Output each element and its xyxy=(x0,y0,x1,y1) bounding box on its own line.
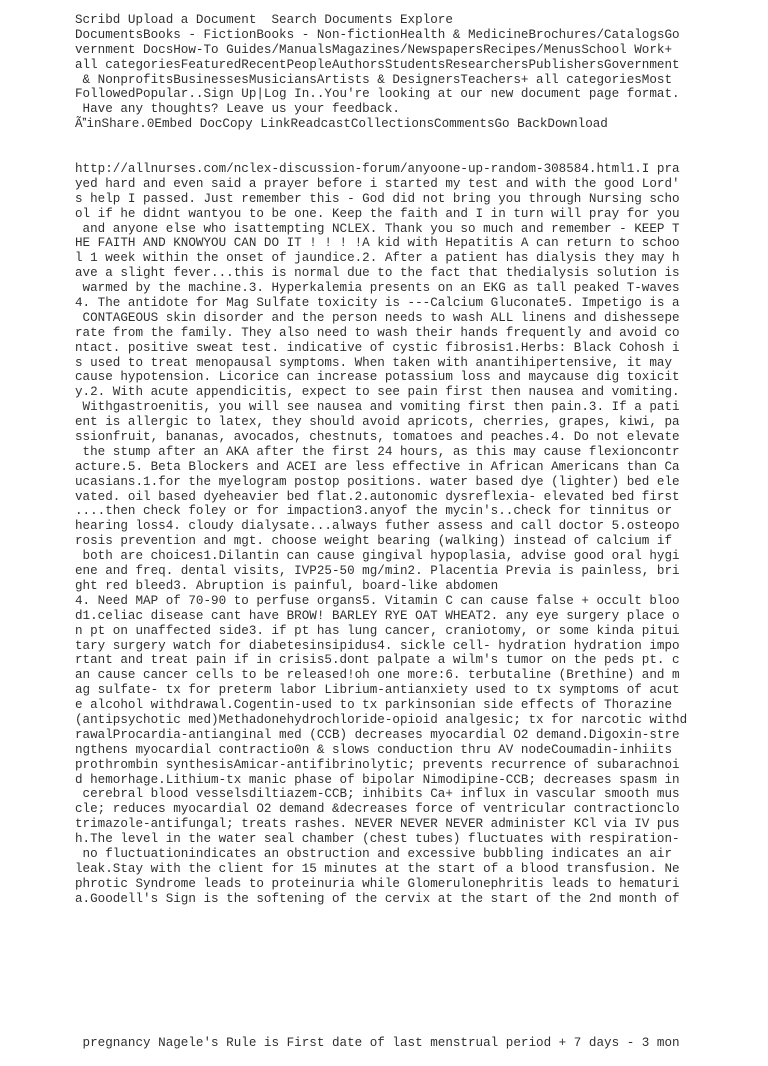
text-line: ssionfruit, bananas, avocados, chestnuts, tomatoes and peaches.4. Do not elevate xyxy=(75,430,680,445)
text-line: ngthens myocardial contractio0n & slows conduction thru AV nodeCoumadin-inhiits xyxy=(75,742,673,757)
text-line: tary surgery watch for diabetesinsipidus4. sickle cell- hydration hydration impo xyxy=(75,638,680,653)
text-line: ave a slight fever...this is normal due to the fact that thedialysis solution is xyxy=(75,266,680,281)
text-line: pregnancy Nagele's Rule is First date of last menstrual period + 7 days - 3 mon xyxy=(75,1035,680,1050)
text-line: HE FAITH AND KNOWYOU CAN DO IT ! ! ! !A kid with Hepatitis A can return to schoo xyxy=(75,236,680,251)
text-line: ene and freq. dental visits, IVP25-50 mg/min2. Placentia Previa is painless, bri xyxy=(75,564,680,579)
page-header xyxy=(75,13,755,132)
text-line: http://allnurses.com/nclex-discussion-forum/anyoone-up-random-308584.html1.I pra xyxy=(75,162,680,176)
text-line: cerebral blood vesselsdiltiazem-CCB; inhibits Ca+ influx in vascular smooth mus xyxy=(75,787,680,802)
text-line: both are choices1.Dilantin can cause gingival hypoplasia, advise good oral hygi xyxy=(75,549,680,564)
text-line: ent is allergic to latex, they should avoid apricots, cherries, grapes, kiwi, pa xyxy=(75,415,680,430)
text-line: ucasians.1.for the myelogram postop positions. water based dye (lighter) bed ele xyxy=(75,474,680,489)
text-line: no fluctuationindicates an obstruction and excessive bubbling indicates an air xyxy=(75,846,673,861)
text-line: vernment DocsHow-To Guides/ManualsMagazines/NewspapersRecipes/MenusSchool Work+ xyxy=(75,42,673,57)
text-line: (antipsychotic med)Methadonehydrochloride-opioid analgesic; tx for narcotic withd xyxy=(75,712,688,727)
text-line: yed hard and even said a prayer before i started my test and with the good Lord' xyxy=(75,176,680,191)
text-line: 4. The antidote for Mag Sulfate toxicity is ---Calcium Gluconate5. Impetigo is a xyxy=(75,296,680,311)
text-line: rosis prevention and mgt. choose weight bearing (walking) instead of calcium if xyxy=(75,534,673,549)
text-line: vated. oil based dyeheavier bed flat.2.autonomic dysreflexia- elevated bed first xyxy=(75,489,680,504)
document-body xyxy=(75,162,755,907)
text-line: and anyone else who isattempting NCLEX. Thank you so much and remember - KEEP T xyxy=(75,221,680,236)
text-line: Have any thoughts? Leave us your feedback. xyxy=(75,102,400,117)
text-line: CONTAGEOUS skin disorder and the person needs to wash ALL linens and dishessepe xyxy=(75,310,680,325)
text-line: & NonprofitsBusinessesMusiciansArtists & DesignersTeachers+ all categoriesMost xyxy=(75,72,673,87)
text-line: rtant and treat pain if in crisis5.dont palpate a wilm's tumor on the peds pt. c xyxy=(75,653,680,668)
text-line: the stump after an AKA after the first 24 hours, as this may cause flexioncontr xyxy=(75,444,680,459)
text-line: e alcohol withdrawal.Cogentin-used to tx parkinsonian side effects of Thorazine xyxy=(75,698,673,713)
document-footer-line xyxy=(75,1006,755,1066)
text-line: Withgastroenitis, you will see nausea and vomiting first then pain.3. If a pati xyxy=(75,400,680,415)
text-line: Scribd Upload a Document Search Documents Explore xyxy=(75,13,453,27)
text-line: cause hypotension. Licorice can increase potassium loss and maycause dig toxicit xyxy=(75,370,680,385)
text-line: rate from the family. They also need to wash their hands frequently and avoid co xyxy=(75,325,680,340)
text-line: hearing loss4. cloudy dialysate...always futher assess and call doctor 5.osteopo xyxy=(75,519,680,534)
text-line: a.Goodell's Sign is the softening of the cervix at the start of the 2nd month of xyxy=(75,891,680,906)
text-line: ght red bleed3. Abruption is painful, board-like abdomen xyxy=(75,578,499,593)
text-line: l 1 week within the onset of jaundice.2. After a patient has dialysis they may h xyxy=(75,251,680,266)
text-line: warmed by the machine.3. Hyperkalemia presents on an EKG as tall peaked T-waves xyxy=(75,281,680,296)
text-line: all categoriesFeaturedRecentPeopleAuthorsStudentsResearchersPublishersGovernment xyxy=(75,57,680,72)
text-line: leak.Stay with the client for 15 minutes at the start of a blood transfusion. Ne xyxy=(75,861,680,876)
text-line: acture.5. Beta Blockers and ACEI are less effective in African Americans than Ca xyxy=(75,459,680,474)
text-line: trimazole-antifungal; treats rashes. NEVER NEVER NEVER administer KCl via IV pus xyxy=(75,817,680,832)
text-line: d1.celiac disease cant have BROW! BARLEY RYE OAT WHEAT2. any eye surgery place o xyxy=(75,608,680,623)
text-line: ....then check foley or for impaction3.anyof the mycin's..check for tinnitus or xyxy=(75,504,673,519)
text-line: h.The level in the water seal chamber (chest tubes) fluctuates with respiration- xyxy=(75,832,680,847)
text-line: d hemorhage.Lithium-tx manic phase of bipolar Nimodipine-CCB; decreases spasm in xyxy=(75,772,680,787)
text-line: ntact. positive sweat test. indicative of cystic fibrosis1.Herbs: Black Cohosh i xyxy=(75,340,680,355)
text-line: 4. Need MAP of 70-90 to perfuse organs5. Vitamin C can cause false + occult bloo xyxy=(75,593,680,608)
text-line: FollowedPopular..Sign Up|Log In..You're looking at our new document page format. xyxy=(75,87,680,102)
text-line: cle; reduces myocardial O2 demand &decreases force of ventricular contractionclo xyxy=(75,802,680,817)
text-line: ÃinShare.0Embed DocCopy LinkReadcastCollectionsCommentsGo BackDownload xyxy=(75,117,608,132)
text-line: s help I passed. Just remember this - God did not bring you through Nursing scho xyxy=(75,191,680,206)
text-line: prothrombin synthesisAmicar-antifibrinolytic; prevents recurrence of subarachnoi xyxy=(75,757,680,772)
text-line: ol if he didnt wantyou to be one. Keep the faith and I in turn will pray for you xyxy=(75,206,680,221)
text-line: phrotic Syndrome leads to proteinuria while Glomerulonephritis leads to hematuri xyxy=(75,876,680,891)
text-line: n pt on unaffected side3. if pt has lung cancer, craniotomy, or some kinda pitui xyxy=(75,623,680,638)
text-line: y.2. With acute appendicitis, expect to see pain first then nausea and vomiting. xyxy=(75,385,680,400)
text-line: rawalProcardia-antianginal med (CCB) decreases myocardial O2 demand.Digoxin-stre xyxy=(75,727,680,742)
text-line: s used to treat menopausal symptoms. When taken with anantihipertensive, it may xyxy=(75,355,673,370)
text-line: DocumentsBooks - FictionBooks - Non-fictionHealth & MedicineBrochures/CatalogsGo xyxy=(75,27,680,42)
text-line: ag sulfate- tx for preterm labor Librium-antianxiety used to tx symptoms of acut xyxy=(75,683,680,698)
text-line: an cause cancer cells to be released!oh one more:6. terbutaline (Brethine) and m xyxy=(75,668,680,683)
